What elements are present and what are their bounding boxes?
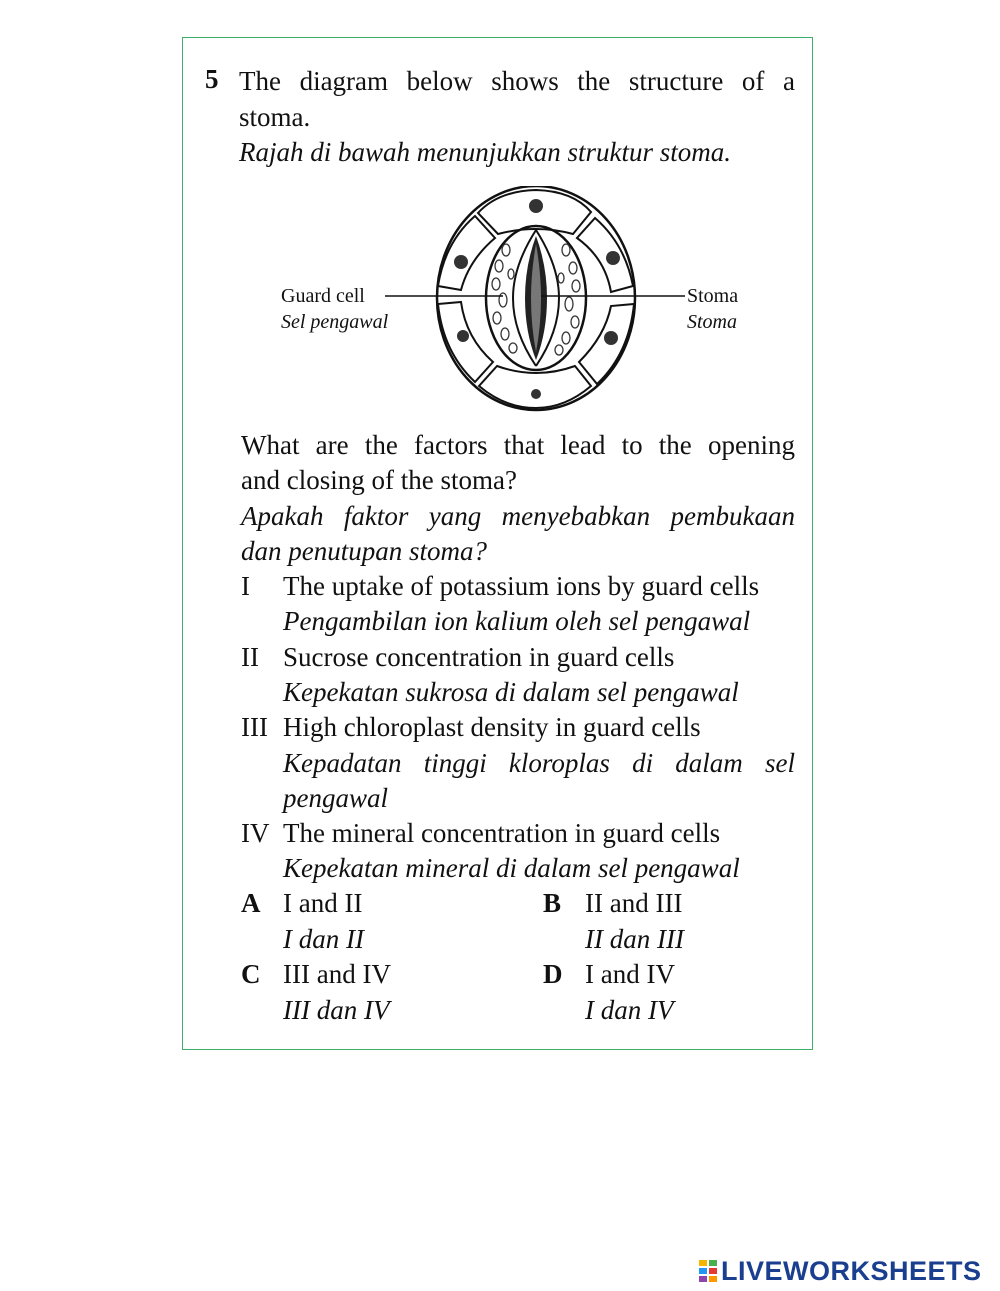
option-d-letter[interactable]: D [543, 959, 563, 989]
option-c-letter[interactable]: C [241, 959, 261, 989]
option-b-letter[interactable]: B [543, 888, 562, 918]
option-d-ms[interactable]: I dan IV [585, 995, 674, 1025]
option-c-en[interactable]: III and IV [283, 959, 391, 989]
liveworksheets-logo-icon [698, 1258, 718, 1284]
statement-ms: Pengambilan ion kalium oleh sel pengawal [283, 606, 751, 636]
statement-en: High chloroplast density in guard cells [283, 712, 701, 742]
statement-numeral: II [241, 642, 259, 672]
statement-en: Sucrose concentration in guard cells [283, 642, 675, 672]
statement-ms: Kepekatan sukrosa di dalam sel pengawal [283, 677, 739, 707]
prompt-en-line1: What are the factors that lead to the opening [241, 430, 795, 460]
label-stoma-ms: Stoma [687, 311, 737, 333]
liveworksheets-logo[interactable] [698, 1253, 982, 1289]
option-a-letter[interactable]: A [241, 888, 261, 918]
statement-numeral: III [241, 712, 268, 742]
question-stem-ms: Rajah di bawah menunjukkan struktur stoma. [239, 137, 731, 167]
label-guard-cell-ms: Sel pengawal [281, 311, 389, 333]
question-stem-en-line2: stoma. [239, 102, 311, 132]
statement-en: The uptake of potassium ions by guard cells [283, 571, 760, 601]
statement-ms: Kepekatan mineral di dalam sel pengawal [283, 853, 740, 883]
option-a-en[interactable]: I and II [283, 888, 363, 918]
option-d-en[interactable]: I and IV [585, 959, 675, 989]
option-c-ms[interactable]: III dan IV [283, 995, 390, 1025]
prompt-ms-line1: Apakah faktor yang menyebabkan pembukaan [241, 501, 795, 531]
question-card [182, 37, 813, 1050]
prompt-ms-line2: dan penutupan stoma? [241, 536, 487, 566]
statement-numeral: I [241, 571, 250, 601]
prompt-en-line2: and closing of the stoma? [241, 465, 517, 495]
liveworksheets-logo-text: LIVEWORKSHEETS [721, 1255, 982, 1286]
epidermal-cell-lower-left [438, 302, 493, 382]
question-stem-en-line1: The diagram below shows the structure of a [239, 66, 795, 96]
option-a-ms[interactable]: I dan II [283, 924, 364, 954]
option-b-en[interactable]: II and III [585, 888, 683, 918]
statement-en: The mineral concentration in guard cells [283, 818, 721, 848]
stoma-diagram [273, 186, 753, 416]
statement-ms-line1: Kepadatan tinggi kloroplas di dalam sel [283, 748, 795, 778]
question-number: 5 [205, 64, 219, 94]
label-stoma-en: Stoma [687, 285, 739, 307]
label-guard-cell-en: Guard cell [281, 285, 365, 307]
option-b-ms[interactable]: II dan III [585, 924, 684, 954]
statement-numeral: IV [241, 818, 270, 848]
statement-ms-line2: pengawal [283, 783, 388, 813]
